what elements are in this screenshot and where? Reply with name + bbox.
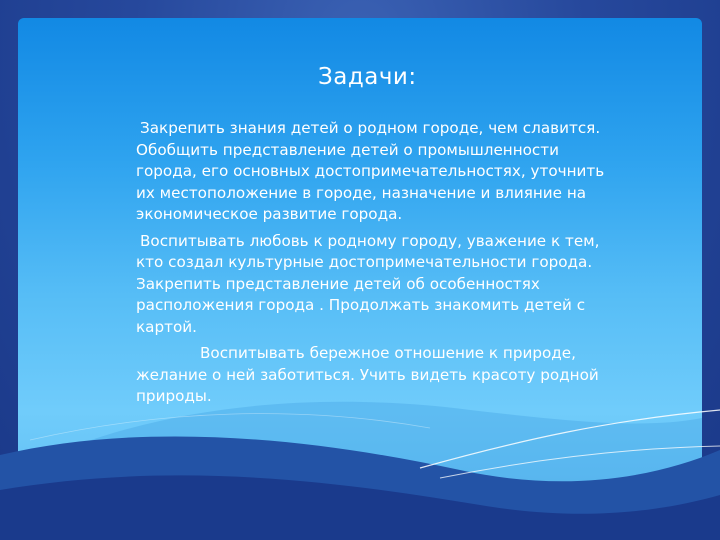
task-paragraph-2: Воспитывать любовь к родному городу, уважение к тем, кто создал культурные достопримечательности города. Закрепить представление детей об особенностях расположения города . Продолжать знакомить детей с картой. bbox=[136, 231, 600, 336]
task-paragraph-1: Закрепить знания детей о родном городе, чем славится. Обобщить представление детей о промышленности города, его основных достопримечательностях, уточнить их местоположение в городе, назначение и влияние на экономическое развитие города. bbox=[136, 119, 605, 223]
tasks-text bbox=[136, 118, 608, 413]
task-paragraph-3: Воспитывать бережное отношение к природе, желание о ней заботиться. Учить видеть красоту родной природы. bbox=[136, 344, 599, 405]
slide-title: Задачи: bbox=[318, 64, 417, 90]
